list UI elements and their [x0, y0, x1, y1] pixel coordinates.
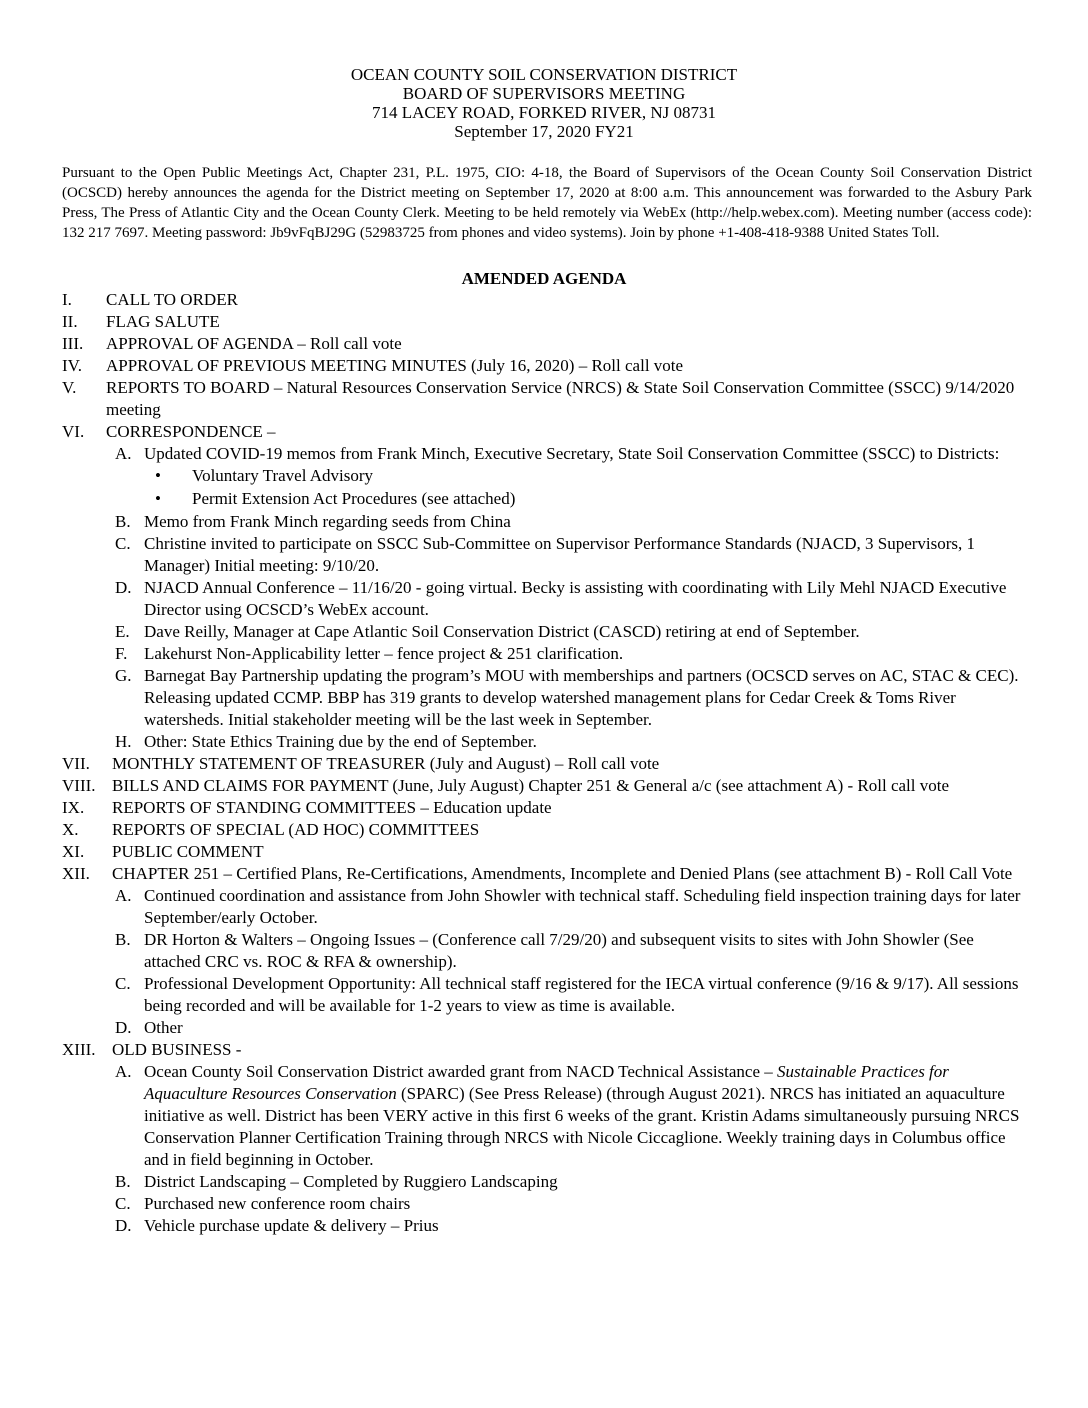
bullet-item [62, 465, 1032, 488]
subitem-text-pre: Ocean County Soil Conservation District awarded grant from NACD Technical Assistance – [144, 1062, 778, 1081]
item-number: I. [62, 290, 72, 309]
subitem-letter: C. [115, 1194, 131, 1213]
agenda-item [62, 333, 1032, 355]
agenda-item [62, 753, 1032, 775]
subitem-text-post: (SPARC) (See Press Release) (through August 2021). NRCS has initiated an aquaculture initiative as well. District has been VERY active in this first 6 weeks of the grant. Kristin Adams simultaneously pursuing NRCS Conservation Planner Certification Training through NRCS with Nicole Ciccaglione. Weekly training days in Columbus office and in field beginning in October. [144, 1084, 1020, 1169]
item-text: REPORTS TO BOARD – Natural Resources Conservation Service (NRCS) & State Soil Conservation Committee (SSCC) 9/14/2020 meeting [106, 378, 1015, 419]
item-number: VIII. [62, 776, 96, 795]
bullet-icon: • [155, 466, 161, 485]
subitem-letter: F. [115, 644, 128, 663]
item-text: FLAG SALUTE [106, 312, 220, 331]
subitem-text: Purchased new conference room chairs [144, 1194, 411, 1213]
subitem-letter: C. [115, 534, 131, 553]
meeting-date: September 17, 2020 FY21 [454, 122, 634, 141]
agenda-subitem [62, 1061, 1032, 1171]
agenda-title: AMENDED AGENDA [461, 269, 627, 288]
bullet-icon: • [155, 489, 161, 508]
subitem-text: Barnegat Bay Partnership updating the program’s MOU with memberships and partners (OCSCD serves on AC, STAC & CEC). Releasing updated CCMP. BBP has 319 grants to develop watershed management plans for Cedar Creek & Toms River watersheds. Initial stakeholder meeting will be the last week in September. [144, 666, 1019, 729]
agenda-subitem [62, 1193, 1032, 1215]
agenda-item [62, 355, 1032, 377]
item-text: CHAPTER 251 – Certified Plans, Re-Certifications, Amendments, Incomplete and Denied Plans (see attachment B) - Roll Call Vote [112, 864, 1013, 883]
item-number: V. [62, 378, 77, 397]
bullet-item [62, 488, 1032, 511]
agenda-item [62, 311, 1032, 333]
subitem-text: Professional Development Opportunity: All technical staff registered for the IECA virtual conference (9/16 & 9/17). All sessions being recorded and will be available for 1-2 years to view as time is available. [144, 974, 1019, 1015]
subitem-letter: D. [115, 578, 132, 597]
agenda-item [62, 863, 1032, 885]
agenda-subitem [62, 577, 1032, 621]
program-name: Sustainable Practices for Aquaculture Resources Conservation [144, 1062, 949, 1103]
agenda-item [62, 797, 1032, 819]
item-text: APPROVAL OF AGENDA – Roll call vote [106, 334, 402, 353]
agenda-subitem [62, 511, 1032, 533]
subitem-text: Other: State Ethics Training due by the end of September. [144, 732, 537, 751]
item-number: VII. [62, 754, 90, 773]
subitem-letter: A. [115, 444, 132, 463]
subitem-text: Christine invited to participate on SSCC Sub-Committee on Supervisor Performance Standards (NJACD, 3 Supervisors, 1 Manager) Initial meeting: 9/10/20. [144, 534, 976, 575]
item-number: XI. [62, 842, 85, 861]
subitem-letter: A. [115, 886, 132, 905]
agenda-subitem [62, 665, 1032, 731]
intro-paragraph: Pursuant to the Open Public Meetings Act, Chapter 231, P.L. 1975, CIO: 4-18, the Board of Supervisors of the Ocean County Soil Conservation District (OCSCD) hereby announces the agenda for the District meeting on September 17, 2020 at 8:00 a.m. This announcement was forwarded to the Asbury Park Press, The Press of Atlantic City and the Ocean County Clerk. Meeting to be held remotely via WebEx (http://help.webex.com). Meeting number (access code): 132 217 7697. Meeting password: Jb9vFqBJ29G (52983725 from phones and video systems). Join by phone +1-408-418-9388 United States Toll. [62, 165, 1032, 241]
document-header [0, 65, 1088, 141]
item-number: XIII. [62, 1040, 96, 1059]
bullet-text: Permit Extension Act Procedures (see attached) [192, 489, 516, 508]
agenda-subitem [62, 1215, 1032, 1237]
subitem-letter: H. [115, 732, 132, 751]
subitem-text: DR Horton & Walters – Ongoing Issues – (Conference call 7/29/20) and subsequent visits to sites with John Showler (See attached CRC vs. ROC & RFA & ownership). [144, 930, 974, 971]
subitem-text: NJACD Annual Conference – 11/16/20 - going virtual. Becky is assisting with coordinating with Lily Mehl NJACD Executive Director using OCSCD’s WebEx account. [144, 578, 1007, 619]
item-number: VI. [62, 422, 85, 441]
agenda-item [62, 1039, 1032, 1061]
agenda-subitem [62, 643, 1032, 665]
agenda-item [62, 841, 1032, 863]
subitem-letter: D. [115, 1216, 132, 1235]
item-text: REPORTS OF SPECIAL (AD HOC) COMMITTEES [112, 820, 480, 839]
subitem-letter: B. [115, 930, 131, 949]
agenda-item [62, 377, 1032, 421]
item-text: REPORTS OF STANDING COMMITTEES – Education update [112, 798, 552, 817]
subitem-letter: E. [115, 622, 130, 641]
subitem-letter: B. [115, 512, 131, 531]
item-number: IX. [62, 798, 85, 817]
subitem-text: District Landscaping – Completed by Ruggiero Landscaping [144, 1172, 558, 1191]
agenda-subitem [62, 1171, 1032, 1193]
item-number: XII. [62, 864, 90, 883]
agenda-subitem [62, 731, 1032, 753]
agenda-subitem [62, 443, 1032, 465]
item-text: MONTHLY STATEMENT OF TREASURER (July and August) – Roll call vote [112, 754, 660, 773]
item-text: PUBLIC COMMENT [112, 842, 264, 861]
subitem-letter: D. [115, 1018, 132, 1037]
subitem-text: Dave Reilly, Manager at Cape Atlantic Soil Conservation District (CASCD) retiring at end of September. [144, 622, 860, 641]
agenda-item [62, 819, 1032, 841]
subitem-text: Updated COVID-19 memos from Frank Minch, Executive Secretary, State Soil Conservation Committee (SSCC) to Districts: [144, 444, 1000, 463]
agenda-item [62, 421, 1032, 443]
item-text: OLD BUSINESS - [112, 1040, 242, 1059]
meeting-title: BOARD OF SUPERVISORS MEETING [402, 84, 686, 103]
meeting-address: 714 LACEY ROAD, FORKED RIVER, NJ 08731 [371, 103, 717, 122]
subitem-letter: G. [115, 666, 132, 685]
district-name: OCEAN COUNTY SOIL CONSERVATION DISTRICT [350, 65, 738, 84]
item-text: APPROVAL OF PREVIOUS MEETING MINUTES (July 16, 2020) – Roll call vote [106, 356, 684, 375]
agenda-subitem [62, 885, 1032, 929]
item-number: III. [62, 334, 84, 353]
subitem-text: Other [144, 1018, 183, 1037]
agenda-item [62, 775, 1032, 797]
item-text: CALL TO ORDER [106, 290, 238, 309]
agenda-subitem [62, 973, 1032, 1017]
agenda-list [62, 289, 1032, 1237]
agenda-subitem [62, 621, 1032, 643]
item-text: CORRESPONDENCE – [106, 422, 276, 441]
subitem-letter: C. [115, 974, 131, 993]
subitem-letter: B. [115, 1172, 131, 1191]
item-text: BILLS AND CLAIMS FOR PAYMENT (June, July August) Chapter 251 & General a/c (see attachment A) - Roll call vote [112, 776, 950, 795]
subitem-text: Continued coordination and assistance from John Showler with technical staff. Scheduling field inspection training days for later September/early October. [144, 886, 1021, 927]
subitem-text [144, 1062, 1019, 1169]
agenda-item [62, 289, 1032, 311]
item-number: IV. [62, 356, 82, 375]
agenda-subitem [62, 929, 1032, 973]
item-number: X. [62, 820, 79, 839]
subitem-letter: A. [115, 1062, 132, 1081]
bullet-text: Voluntary Travel Advisory [192, 466, 374, 485]
agenda-subitem [62, 533, 1032, 577]
subitem-text: Memo from Frank Minch regarding seeds from China [144, 512, 511, 531]
item-number: II. [62, 312, 78, 331]
subitem-text: Lakehurst Non-Applicability letter – fence project & 251 clarification. [144, 644, 624, 663]
agenda-subitem [62, 1017, 1032, 1039]
subitem-text: Vehicle purchase update & delivery – Prius [144, 1216, 439, 1235]
